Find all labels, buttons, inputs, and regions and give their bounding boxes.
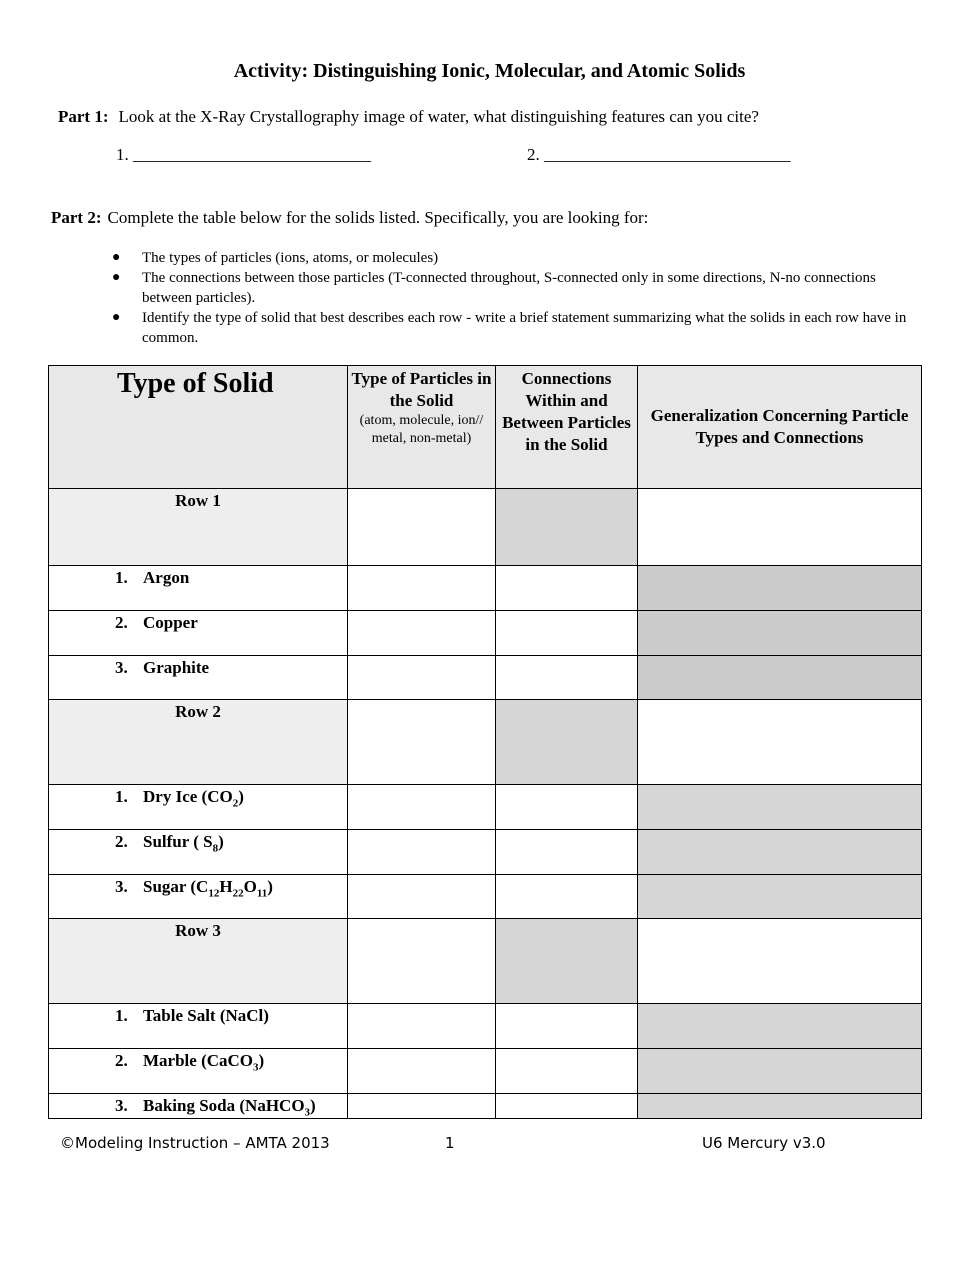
- generalization-cell-shaded: [638, 875, 922, 919]
- connections-cell[interactable]: [496, 1004, 638, 1049]
- footer-page-number: 1: [445, 1134, 455, 1152]
- table-row: [49, 919, 922, 1004]
- row-group-label: Row 1: [49, 489, 348, 566]
- connections-cell-shaded: [496, 919, 638, 1004]
- header-generalization: Generalization Concerning Particle Types and Connections: [638, 366, 922, 489]
- table-header-row: [49, 366, 922, 489]
- particles-cell[interactable]: [348, 656, 496, 700]
- table-row: [49, 1004, 922, 1049]
- table-row: [49, 875, 922, 919]
- connections-cell[interactable]: [496, 785, 638, 830]
- generalization-cell-shaded: [638, 656, 922, 700]
- generalization-cell-shaded: [638, 785, 922, 830]
- particles-cell[interactable]: [348, 785, 496, 830]
- generalization-cell[interactable]: [638, 700, 922, 785]
- header-particles-title: Type of Particles in the Solid: [351, 369, 492, 410]
- particles-cell[interactable]: [348, 875, 496, 919]
- table-row: [49, 656, 922, 700]
- bullet-text: Identify the type of solid that best describes each row - write a brief statement summarizing what the solids in each row have in common.: [142, 310, 907, 346]
- bullet-text: The types of particles (ions, atoms, or molecules): [142, 250, 439, 266]
- row-group-label: Row 3: [49, 919, 348, 1004]
- particles-cell[interactable]: [348, 830, 496, 875]
- part2-label: Part 2:: [51, 208, 102, 227]
- part2-prompt: [51, 208, 648, 228]
- list-item: [112, 308, 912, 348]
- row-group-label: Row 2: [49, 700, 348, 785]
- table-row: [49, 1049, 922, 1094]
- generalization-cell-shaded: [638, 1049, 922, 1094]
- instruction-list: [112, 248, 912, 348]
- footer-copyright: ©Modeling Instruction – AMTA 2013: [60, 1134, 330, 1152]
- generalization-cell[interactable]: [638, 489, 922, 566]
- generalization-cell-shaded: [638, 611, 922, 656]
- table-row: [49, 785, 922, 830]
- solid-name: 3. Sugar $(C_{12}H_{22}O_{11})$: [49, 875, 348, 919]
- generalization-cell[interactable]: [638, 919, 922, 1004]
- part1-label: Part 1:: [58, 107, 109, 126]
- table-row: [49, 489, 922, 566]
- page-title: Activity: Distinguishing Ionic, Molecular, and Atomic Solids: [233, 60, 746, 82]
- solid-name: 1. Dry Ice $(CO_2)$: [49, 785, 348, 830]
- answer-blank-2[interactable]: 2. _____________________________: [527, 145, 791, 164]
- bullet-icon: ●: [112, 310, 121, 325]
- header-particles: [348, 366, 496, 489]
- particles-cell[interactable]: [348, 611, 496, 656]
- particles-cell[interactable]: [348, 1004, 496, 1049]
- connections-cell[interactable]: [496, 1049, 638, 1094]
- connections-cell[interactable]: [496, 1094, 638, 1119]
- part1-text: Look at the X-Ray Crystallography image of water, what distinguishing features can you cite?: [118, 107, 759, 126]
- generalization-cell-shaded: [638, 566, 922, 611]
- connections-cell-shaded: [496, 489, 638, 566]
- table-row: [49, 830, 922, 875]
- particles-cell[interactable]: [348, 700, 496, 785]
- solids-table: [48, 365, 922, 1119]
- part2-text: Complete the table below for the solids listed. Specifically, you are looking for:: [107, 208, 649, 227]
- connections-cell[interactable]: [496, 656, 638, 700]
- header-connections: Connections Within and Between Particles in the Solid: [496, 366, 638, 489]
- connections-cell[interactable]: [496, 875, 638, 919]
- connections-cell[interactable]: [496, 566, 638, 611]
- connections-cell[interactable]: [496, 830, 638, 875]
- particles-cell[interactable]: [348, 566, 496, 611]
- solid-name: 2. Marble (CaCO$_3$): [49, 1049, 348, 1094]
- footer-version: U6 Mercury v3.0: [702, 1134, 826, 1152]
- generalization-cell-shaded: [638, 1094, 922, 1119]
- particles-cell[interactable]: [348, 1049, 496, 1094]
- table-row: [49, 700, 922, 785]
- solid-name: 1. Table Salt (NaCl): [49, 1004, 348, 1049]
- particles-cell[interactable]: [348, 1094, 496, 1119]
- solid-name: 2. Copper: [49, 611, 348, 656]
- table-row: [49, 566, 922, 611]
- generalization-cell-shaded: [638, 1004, 922, 1049]
- answer-blank-1[interactable]: 1. ____________________________: [116, 145, 371, 164]
- particles-cell[interactable]: [348, 919, 496, 1004]
- list-item: [112, 268, 912, 308]
- header-particles-note: (atom, molecule, ion// metal, non-metal): [359, 413, 484, 446]
- solid-name: 3. Baking Soda (NaHCO$_3$): [49, 1094, 348, 1119]
- header-type-of-solid: Type of Solid: [49, 366, 348, 489]
- solid-name: 3. Graphite: [49, 656, 348, 700]
- generalization-cell-shaded: [638, 830, 922, 875]
- table-row: [49, 1094, 922, 1119]
- solid-name: 2. Sulfur ( $S_8$): [49, 830, 348, 875]
- part1-prompt: [58, 107, 759, 127]
- connections-cell-shaded: [496, 700, 638, 785]
- connections-cell[interactable]: [496, 611, 638, 656]
- bullet-icon: ●: [112, 270, 121, 285]
- solid-name: 1. Argon: [49, 566, 348, 611]
- particles-cell[interactable]: [348, 489, 496, 566]
- bullet-text: The connections between those particles (T-connected throughout, S-connected only in some directions, N-no connections between particles).: [142, 270, 876, 306]
- bullet-icon: ●: [112, 250, 121, 265]
- list-item: [112, 248, 912, 268]
- table-row: [49, 611, 922, 656]
